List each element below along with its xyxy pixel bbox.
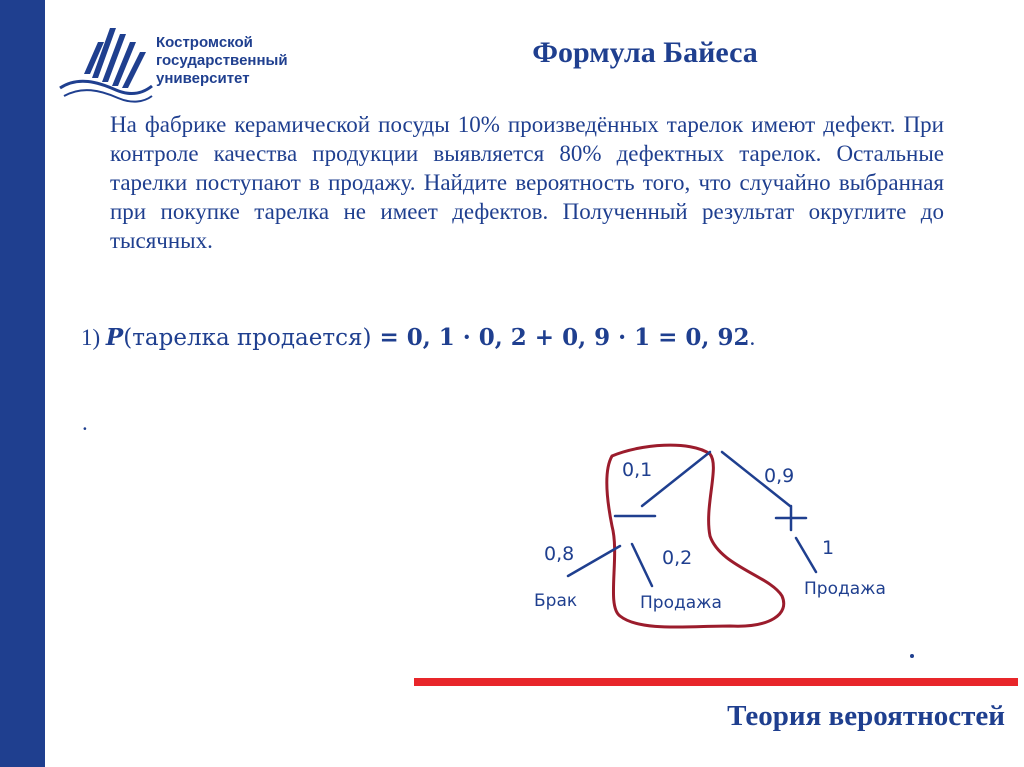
formula-event: (тарелка продается) [123, 325, 372, 351]
tree-label-01: 0,1 [622, 459, 653, 481]
tree-label-09: 0,9 [764, 465, 795, 487]
slide-title: Формула Байеса [532, 36, 758, 69]
university-logo-icon [58, 26, 154, 106]
left-accent-bar [0, 0, 45, 767]
footer-course-title: Теория вероятностей [727, 700, 1005, 732]
formula-number: 1) [81, 325, 106, 350]
formula-p: P [105, 324, 124, 351]
branch-left-prodazha [632, 544, 652, 586]
university-name-line3: университет [156, 70, 250, 87]
formula-end: . [749, 325, 756, 350]
formula-line [81, 324, 755, 351]
tree-leaf-prodazha-1: Продажа [640, 593, 722, 613]
stray-dot: . [82, 410, 88, 435]
branch-left-brak [568, 546, 620, 576]
tree-label-02: 0,2 [662, 547, 693, 569]
university-name-line1: Костромской [156, 34, 253, 51]
university-name [156, 34, 288, 88]
tree-dot [910, 654, 914, 658]
formula-rhs: = 0, 1 · 0, 2 + 0, 9 · 1 = 0, 92 [371, 324, 750, 351]
tree-leaf-prodazha-2: Продажа [804, 579, 886, 599]
probability-tree [520, 436, 920, 666]
footer-accent-bar [414, 678, 1018, 686]
tree-label-1: 1 [822, 537, 835, 559]
tree-leaf-brak: Брак [534, 591, 578, 611]
problem-text: На фабрике керамической посуды 10% произведённых тарелок имеют дефект. При контроле качества продукции выявляется 80% дефектных тарелок. Остальные тарелки поступают в продажу. Найдите вероятность того, что случайно выбранная при покупке тарелка не имеет дефектов. Полученный результат округлите до тысячных. [110, 112, 944, 253]
branch-right-prodazha [796, 538, 816, 572]
tree-label-08: 0,8 [544, 543, 575, 565]
university-name-line2: государственный [156, 52, 288, 69]
university-logo [58, 26, 318, 106]
